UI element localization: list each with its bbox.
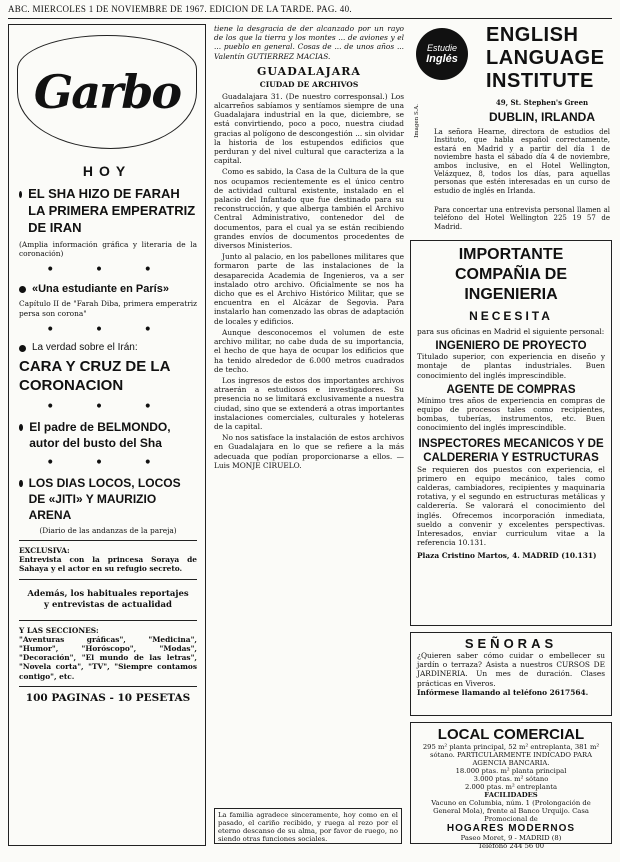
english-title-line: INSTITUTE xyxy=(486,70,594,92)
local-price: 3.000 ptas. m² sótano xyxy=(473,775,549,783)
senoras-ad xyxy=(410,632,612,716)
senoras-phone: Infórmese llamando al teléfono 2617564. xyxy=(417,687,589,697)
notice-box xyxy=(214,808,402,844)
article-paragraph: Como es sabido, la Casa de la Cultura de la que nos ocupamos recientemente es el único centro de actividad cultural existente, instalado en el palacio del Infantado que fue destinado para su reconstrucción, y que alberga también el Archivo Central Administrativo, contenedor del de documentos, para el cual ya se están recibiendo grandes envíos de documentos procedentes de diversos Ministerios. xyxy=(214,167,404,251)
company-necesita: NECESITA xyxy=(469,309,553,323)
garbo-item-5-sub: (Diario de las andanzas de la pareja) xyxy=(39,525,177,535)
english-title xyxy=(486,24,612,93)
english-title-line: ENGLISH xyxy=(486,24,579,46)
bullet-icon xyxy=(19,424,23,431)
article-paragraph: Aunque desconocemos el volumen de este archivo militar, no cabe duda de su importancia, el hecho de que haya de ocupar los edificios que ha tenido alrededor de 6.000 metros cuadrados de techo. xyxy=(214,327,404,374)
local-price: 2.000 ptas. m² entreplanta xyxy=(464,783,558,791)
secciones-text: "Aventuras gráficas", "Medicina", "Humor", "Horóscopo", "Modas", "Decoración", "El mundo de las letras", "Novela corta", "TV", "Siempre contamos contigo", etc. xyxy=(19,634,197,681)
garbo-footer: 100 PAGINAS - 10 PESETAS xyxy=(25,691,191,704)
local-text-2: Vacuno en Columbia, núm. 1 (Prolongación de General Mola), frente al Banco Urquijo. Casa Promocional de xyxy=(431,799,591,823)
garbo-ad xyxy=(8,24,206,846)
garbo-item-3-head: La verdad sobre el Irán: xyxy=(32,341,138,353)
job-title: INGENIERO DE PROYECTO xyxy=(435,340,587,353)
garbo-item-3 xyxy=(19,342,197,395)
senoras-text: ¿Quieren saber cómo cuidar o embellecer su jardín o terraza? Asista a nuestros CURSOS DE JARDINERIA. Un mes de duración. Clases prácticas en Viveros. xyxy=(417,651,605,688)
badge-line-2: Inglés xyxy=(426,53,458,65)
garbo-item-1 xyxy=(19,185,197,258)
garbo-exclusiva xyxy=(19,546,197,574)
divider xyxy=(19,686,197,687)
previous-article-end: tiene la desgracia de der alcanzado por un rayo de los que la tierra y los montes ... de aviones y el ... pueblo en general. Cosas de ... de unos años ... Valentín GUTIERREZ MACIAS. xyxy=(214,24,404,61)
exclusiva-text: Entrevista con la princesa Soraya de Sahaya y el actor en su refugio secreto. xyxy=(19,555,197,574)
job-text: Mínimo tres años de experiencia en compras de equipo de procesos tales como recipientes, bombas, tuberías, instrumentos, etc. Buen conocimiento del inglés imprescindible. xyxy=(417,395,605,433)
guadalajara-article xyxy=(214,24,404,470)
job-title: AGENTE DE COMPRAS xyxy=(446,383,576,396)
article-paragraph: No nos satisface la instalación de estos archivos en Guadalajara en lo que se refiere a la más adecuada que podían proporcionarse a ellos. — Luis MONJE CIRUELO. xyxy=(214,433,404,470)
local-address: Paseo Moret, 9 - MADRID (8) xyxy=(460,834,562,842)
local-company: HOGARES MODERNOS xyxy=(446,823,576,834)
article-paragraph: Los ingresos de estos dos importantes archivos atraerán a estudiosos e investigadores. Su presencia no se limitará exclusivamente a nuestra ciudad, sino que se extenderá a otras importantes instalaciones comerciales, culturales y hoteleras de la capital. xyxy=(214,375,404,431)
garbo-item-2-sub: Capítulo II de "Farah Diba, primera emperatriz persa son corona" xyxy=(19,299,197,318)
company-title: IMPORTANTE COMPAÑIA DE INGENIERIA xyxy=(455,246,567,303)
garbo-item-3-big: CARA Y CRUZ DE LA CORONACION xyxy=(19,357,170,394)
garbo-item-2-head: «Una estudiante en París» xyxy=(32,283,169,296)
bullet-icon xyxy=(19,480,23,487)
badge-line-1: Estudie xyxy=(426,43,458,53)
local-text-1: 295 m² planta principal, 52 m² entreplanta, 381 m² sótano. PARTICULARMENTE INDICADO PARA AGENCIA BANCARIA. xyxy=(422,743,600,767)
garbo-hoy: HOY xyxy=(82,163,132,179)
bullet-icon xyxy=(19,191,22,198)
divider-dots: • • • xyxy=(46,454,170,471)
engineering-ad xyxy=(410,240,612,626)
local-phone: Teléfono 244 56 00 xyxy=(477,842,545,850)
divider-dots: • • • xyxy=(46,321,170,338)
english-ad xyxy=(412,24,612,234)
divider xyxy=(19,540,197,541)
garbo-item-5-head: LOS DIAS LOCOS, LOCOS DE «JITI» Y MAURIZIO ARENA xyxy=(28,475,181,522)
english-contact: Para concertar una entrevista personal llamen al teléfono del Hotel Wellington 225 19 57 de Madrid. xyxy=(434,206,610,231)
divider xyxy=(19,579,197,580)
article-paragraph: Junto al palacio, en los pabellones militares que formaron parte de las instalaciones de la desaparecida Academia de Ingenieros, va a ser instalado otro archivo. Oficialmente se nos ha dicho que es el Archivo Histórico Militar, que se encuentra en el Alcázar de Segovia. Para instalarlo han comenzado las obras de adaptación de locales y edificios. xyxy=(214,252,404,326)
english-city: DUBLIN, IRLANDA xyxy=(489,110,595,124)
garbo-item-1-head: EL SHA HIZO DE FARAH LA PRIMERA EMPERATRIZ DE IRAN xyxy=(28,186,196,235)
garbo-item-2 xyxy=(19,282,197,317)
bullet-icon xyxy=(19,345,26,352)
header-text: ABC. MIERCOLES 1 DE NOVIEMBRE DE 1967. EDICION DE LA TARDE. PAG. 40. xyxy=(8,4,352,14)
english-side-note: Imagen S.A. xyxy=(414,104,420,138)
divider-dots: • • • xyxy=(46,262,170,279)
senoras-title: SEÑORAS xyxy=(464,636,558,651)
article-paragraph: Guadalajara 31. (De nuestro corresponsal.) Los alcarreños sabíamos y sentíamos siempre de una Guadalajara industrial en la que, diciembre, se está convirtiendo, poco a poco, nuestra ciudad gracias al polígono de descongestión ... sin olvidar la historia de los estupendos edificios que perduran y del nivel cultural que caracteriza a la capital. xyxy=(214,91,404,166)
job-text: Se requieren dos puestos con experiencia, el primero en equipo mecánico, tales como calderas, cambiadores, recipientes y maquinaria rotativa, y el segundo en estructuras metálicas y calderería. Se valorará el conocimiento del inglés. Ofrecemos incorporación inmediata, sueldo a convenir y excelentes perspectivas. Interesados, enviar curriculum vitae a la referencia 10.131. xyxy=(417,464,605,548)
job-title: INSPECTORES MECANICOS Y DE CALDERERIA Y ESTRUCTURAS xyxy=(418,437,604,464)
garbo-item-4-head: El padre de BELMONDO, autor del busto del Sha xyxy=(29,419,171,450)
secciones-label: Y LAS SECCIONES: xyxy=(19,625,99,635)
local-facilidades: FACILIDADES xyxy=(484,791,538,799)
english-body: La señora Hearne, directora de estudios del Instituto, que habla español correctamente, estará en Madrid y a partir del día 1 de noviembre hasta el sábado día 4 de noviembre, ambos inclusive, en el Hotel Wellington, Velázquez, 8, todos los días, para aquellas personas que estén interesadas en un curso de estudio de inglés en Irlanda. xyxy=(434,128,610,195)
garbo-logo-box xyxy=(17,35,197,149)
company-address: Plaza Cristino Martos, 4. MADRID (10.131) xyxy=(417,551,597,561)
garbo-item-4 xyxy=(19,419,197,451)
garbo-item-5 xyxy=(19,475,197,535)
article-title: GUADALAJARA xyxy=(257,64,361,78)
job-text: Titulado superior, con experiencia en diseño y montaje de plantas industriales. Buen conocimiento del inglés imprescindible. xyxy=(417,352,605,380)
estudie-ingles-badge xyxy=(416,28,468,80)
bullet-icon xyxy=(19,286,26,293)
english-address: 49, St. Stephen's Green xyxy=(495,98,589,107)
garbo-item-1-sub: (Amplia información gráfica y literaria de la coronación) xyxy=(19,240,197,259)
garbo-ademas: Además, los habituales reportajes y entrevistas de actualidad xyxy=(27,588,189,610)
divider xyxy=(19,620,197,621)
article-subtitle: CIUDAD DE ARCHIVOS xyxy=(259,79,359,89)
local-ad xyxy=(410,722,612,850)
notice-text: La familia agradece sinceramente, hoy como en el pasado, el cariño recibido, y ruega al rezo por el eterno descanso de su alma, por favor de ruego, no siendo otras funciones sociales. xyxy=(218,811,398,843)
garbo-logo: Garbo xyxy=(33,65,181,119)
garbo-secciones xyxy=(19,626,197,681)
local-price: 18.000 ptas. m² planta principal xyxy=(455,767,567,775)
divider-dots: • • • xyxy=(46,398,170,415)
exclusiva-label: EXCLUSIVA: xyxy=(19,546,70,556)
company-intro: para sus oficinas en Madrid el siguiente personal: xyxy=(417,327,605,336)
english-title-line: LANGUAGE xyxy=(486,47,605,69)
local-title: LOCAL COMERCIAL xyxy=(437,726,585,743)
page-header xyxy=(8,4,612,19)
